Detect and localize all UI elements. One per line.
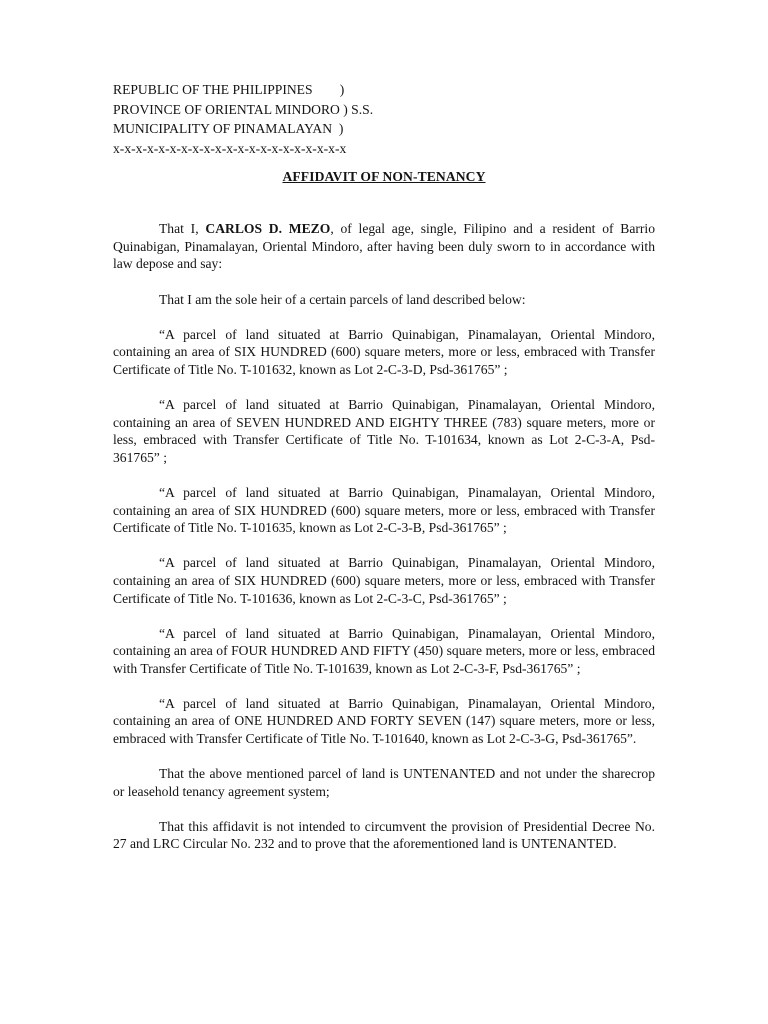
parcel-paragraph-1: “A parcel of land situated at Barrio Quinabigan, Pinamalayan, Oriental Mindoro, containing an area of SIX HUNDRED (600) square meters, more or less, embraced with Transfer Certificate of Title No. T-101632, known as Lot 2-C-3-D, Psd-361765” ; bbox=[113, 326, 655, 378]
venue-line-republic: REPUBLIC OF THE PHILIPPINES ) bbox=[113, 82, 345, 97]
parcel-paragraph-5: “A parcel of land situated at Barrio Quinabigan, Pinamalayan, Oriental Mindoro, containing an area of FOUR HUNDRED AND FIFTY (450) square meters, more or less, embraced with Transfer Certificate of Title No. T-101639, known as Lot 2-C-3-F, Psd-361765” ; bbox=[113, 625, 655, 676]
untenanted-paragraph: That the above mentioned parcel of land is UNTENANTED and not under the sharecrop or leasehold tenancy agreement system; bbox=[113, 766, 655, 799]
circumvent-paragraph: That this affidavit is not intended to circumvent the provision of Presidential Decree No. 27 and LRC Circular No. 232 and to prove that the aforementioned land is UNTENANTED. bbox=[113, 818, 655, 852]
venue-header bbox=[113, 80, 373, 158]
parcel-paragraph-2: “A parcel of land situated at Barrio Quinabigan, Pinamalayan, Oriental Mindoro, containing an area of SEVEN HUNDRED AND EIGHTY THREE (783) square meters, more or less, embraced with Transfer Certificate of Title No. T-101634, known as Lot 2-C-3-A, Psd-361765” ; bbox=[113, 397, 655, 465]
intro-rest: , of legal age, single, Filipino and a resident of Barrio Quinabigan, Pinamalayan, Oriental Mindoro, after having been duly sworn to in accordance with law depose and say: bbox=[113, 221, 656, 272]
parcel-paragraph-3: “A parcel of land situated at Barrio Quinabigan, Pinamalayan, Oriental Mindoro, containing an area of SIX HUNDRED (600) square meters, more or less, embraced with Transfer Certificate of Title No. T-101635, known as Lot 2-C-3-B, Psd-361765” ; bbox=[113, 485, 655, 536]
parcel-paragraph-4: “A parcel of land situated at Barrio Quinabigan, Pinamalayan, Oriental Mindoro, containing an area of SIX HUNDRED (600) square meters, more or less, embraced with Transfer Certificate of Title No. T-101636, known as Lot 2-C-3-C, Psd-361765” ; bbox=[113, 555, 655, 606]
parcel-paragraph-6: “A parcel of land situated at Barrio Quinabigan, Pinamalayan, Oriental Mindoro, containing an area of ONE HUNDRED AND FORTY SEVEN (147) square meters, more or less, embraced with Transfer Certificate of Title No. T-101640, known as Lot 2-C-3-G, Psd-361765”. bbox=[113, 695, 655, 747]
intro-paragraph bbox=[113, 220, 655, 273]
affidavit-body bbox=[113, 220, 655, 871]
document-title: AFFIDAVIT OF NON-TENANCY bbox=[282, 169, 486, 184]
venue-line-municipality: MUNICIPALITY OF PINAMALAYAN ) bbox=[113, 121, 344, 136]
affiant-name: CARLOS D. MEZO bbox=[205, 221, 331, 236]
venue-line-province: PROVINCE OF ORIENTAL MINDORO ) S.S. bbox=[113, 101, 374, 117]
intro-lead: That I, bbox=[159, 221, 206, 236]
sole-heir-paragraph: That I am the sole heir of a certain parcels of land described below: bbox=[159, 291, 526, 307]
venue-separator: x-x-x-x-x-x-x-x-x-x-x-x-x-x-x-x-x-x-x-x-x bbox=[113, 140, 347, 156]
